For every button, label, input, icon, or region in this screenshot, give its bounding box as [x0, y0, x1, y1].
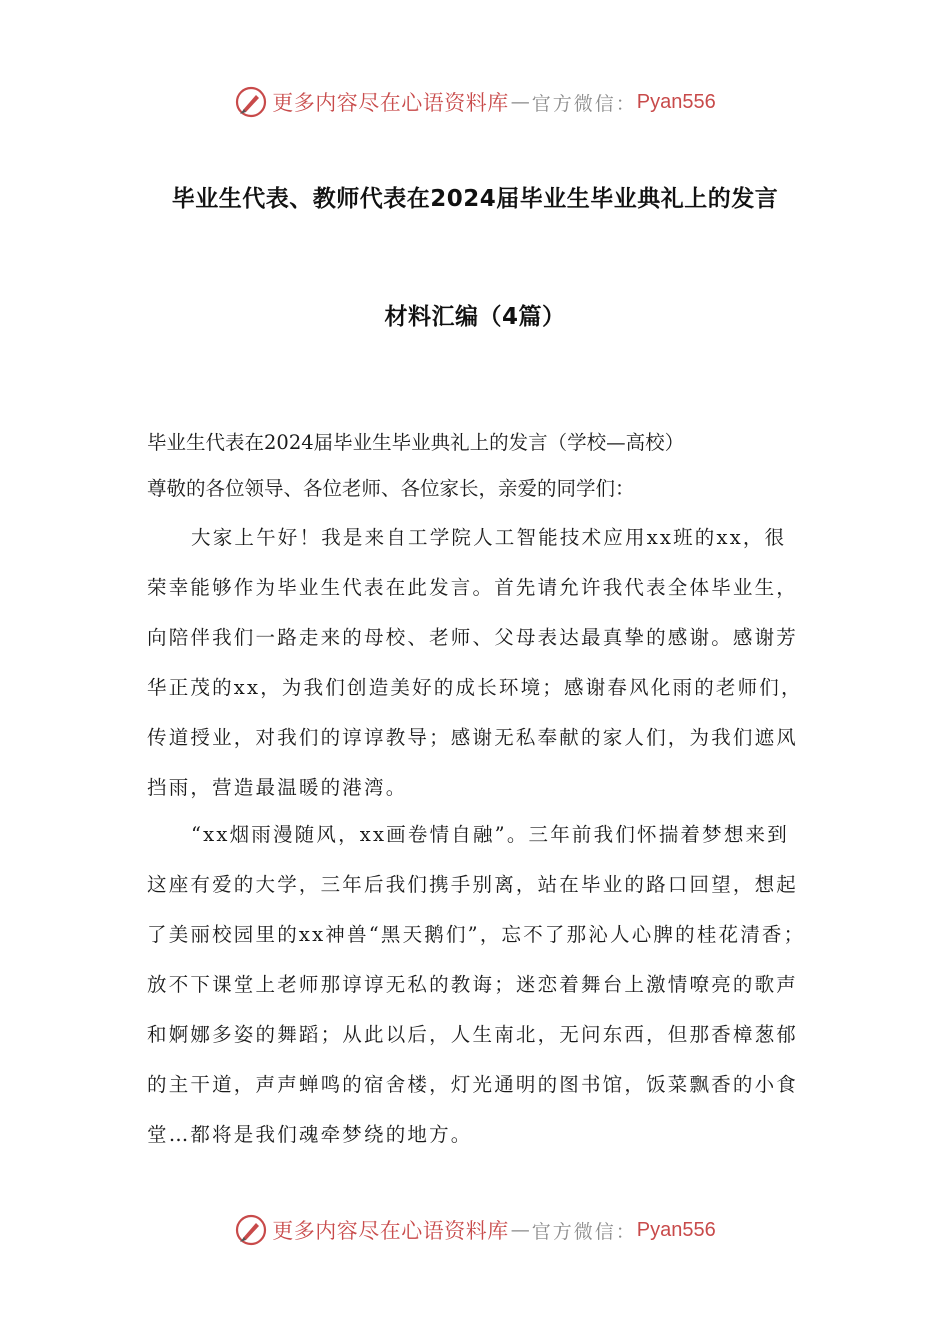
banner-dash: —	[510, 91, 530, 113]
banner-wechat-label: 官方微信：	[531, 1220, 637, 1243]
section-heading: 毕业生代表在2024届毕业生毕业典礼上的发言（学校—高校）	[147, 431, 685, 454]
body-paragraph-2: “xx烟雨漫随风，xx画卷情自融”。三年前我们怀揣着梦想来到这座有爱的大学，三年后我们携手别离，站在毕业的路口回望，想起了美丽校园里的xx神兽“黑天鹅们”，忘不了那沁人心脾的桂花清香；放不下课堂上老师那谆谆无私的教诲；迷恋着舞台上激情嘹亮的歌声和婀娜多姿的舞蹈；从此以后，人生南北，无问东西，但那香樟葱郁的主干道，声声蝉鸣的宿舍楼，灯光通明的图书馆，饭菜飘香的小食堂…都将是我们魂牵梦绕的地方。	[147, 823, 806, 1146]
document-title-line1: 毕业生代表、教师代表在2024届毕业生毕业典礼上的发言	[171, 186, 779, 212]
banner-brand-text: 更多内容尽在心语资料库	[272, 1219, 509, 1243]
body-paragraph-1: 大家上午好！我是来自工学院人工智能技术应用xx班的xx，很荣幸能够作为毕业生代表在此发言。首先请允许我代表全体毕业生，向陪伴我们一路走来的母校、老师、父母表达最真挚的感谢。感谢芳华正茂的xx，为我们创造美好的成长环境；感谢春风化雨的老师们，传道授业，对我们的谆谆教导；感谢无私奉献的家人们，为我们遮风挡雨，营造最温暖的港湾。	[147, 526, 803, 799]
document-title-line2: 材料汇编（4篇）	[384, 304, 566, 330]
pen-logo-icon	[234, 1213, 268, 1247]
banner-wechat-id: Pyan556	[636, 90, 716, 113]
footer-watermark-banner	[0, 1210, 950, 1250]
banner-wechat-label: 官方微信：	[531, 92, 637, 115]
banner-dash: —	[510, 1219, 530, 1241]
salutation: 尊敬的各位领导、各位老师、各位家长，亲爱的同学们：	[147, 477, 635, 500]
banner-brand-text: 更多内容尽在心语资料库	[272, 91, 509, 115]
banner-wechat-id: Pyan556	[636, 1218, 716, 1241]
header-watermark-banner	[0, 82, 950, 122]
pen-logo-icon	[234, 85, 268, 119]
